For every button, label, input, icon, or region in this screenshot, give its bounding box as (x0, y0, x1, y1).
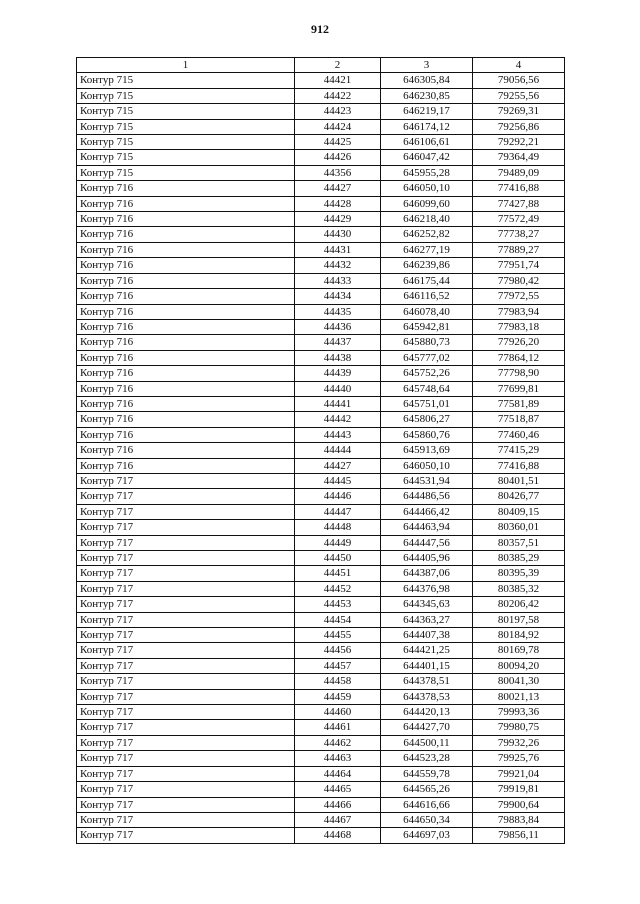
point-number-cell: 44444 (295, 443, 381, 458)
table-row (77, 705, 565, 720)
y-coordinate-cell: 79900,64 (473, 797, 565, 812)
x-coordinate-cell: 645752,26 (381, 366, 473, 381)
y-coordinate-cell: 79292,21 (473, 135, 565, 150)
y-coordinate-cell: 77572,49 (473, 212, 565, 227)
point-number-cell: 44450 (295, 551, 381, 566)
contour-name-cell: Контур 716 (77, 319, 295, 334)
x-coordinate-cell: 646239,86 (381, 258, 473, 273)
contour-name-cell: Контур 717 (77, 551, 295, 566)
table-row (77, 674, 565, 689)
y-coordinate-cell: 80357,51 (473, 535, 565, 550)
x-coordinate-cell: 644466,42 (381, 504, 473, 519)
point-number-cell: 44451 (295, 566, 381, 581)
y-coordinate-cell: 79856,11 (473, 828, 565, 843)
y-coordinate-cell: 80426,77 (473, 489, 565, 504)
table-row (77, 196, 565, 211)
table-row (77, 165, 565, 180)
table-row (77, 628, 565, 643)
x-coordinate-cell: 644387,06 (381, 566, 473, 581)
y-coordinate-cell: 77518,87 (473, 412, 565, 427)
table-row (77, 828, 565, 843)
x-coordinate-cell: 645942,81 (381, 319, 473, 334)
x-coordinate-cell: 644697,03 (381, 828, 473, 843)
table-row (77, 73, 565, 88)
point-number-cell: 44421 (295, 73, 381, 88)
x-coordinate-cell: 644363,27 (381, 612, 473, 627)
table-row (77, 473, 565, 488)
x-coordinate-cell: 646047,42 (381, 150, 473, 165)
y-coordinate-cell: 77416,88 (473, 181, 565, 196)
point-number-cell: 44468 (295, 828, 381, 843)
y-coordinate-cell: 79980,75 (473, 720, 565, 735)
point-number-cell: 44429 (295, 212, 381, 227)
point-number-cell: 44460 (295, 705, 381, 720)
y-coordinate-cell: 79883,84 (473, 812, 565, 827)
point-number-cell: 44456 (295, 643, 381, 658)
x-coordinate-cell: 645777,02 (381, 350, 473, 365)
table-body (77, 73, 565, 843)
point-number-cell: 44442 (295, 412, 381, 427)
y-coordinate-cell: 79932,26 (473, 735, 565, 750)
page-number: 912 (311, 22, 329, 36)
contour-name-cell: Контур 717 (77, 658, 295, 673)
table-row (77, 273, 565, 288)
y-coordinate-cell: 80206,42 (473, 597, 565, 612)
x-coordinate-cell: 646116,52 (381, 289, 473, 304)
table-row (77, 366, 565, 381)
table-row (77, 720, 565, 735)
contour-name-cell: Контур 715 (77, 119, 295, 134)
contour-name-cell: Контур 716 (77, 366, 295, 381)
y-coordinate-cell: 77427,88 (473, 196, 565, 211)
point-number-cell: 44434 (295, 289, 381, 304)
contour-name-cell: Контур 716 (77, 427, 295, 442)
contour-name-cell: Контур 716 (77, 396, 295, 411)
y-coordinate-cell: 77951,74 (473, 258, 565, 273)
coordinates-table (76, 57, 565, 844)
point-number-cell: 44446 (295, 489, 381, 504)
contour-name-cell: Контур 717 (77, 782, 295, 797)
y-coordinate-cell: 80041,30 (473, 674, 565, 689)
contour-name-cell: Контур 716 (77, 381, 295, 396)
x-coordinate-cell: 645860,76 (381, 427, 473, 442)
y-coordinate-cell: 77983,18 (473, 319, 565, 334)
y-coordinate-cell: 80094,20 (473, 658, 565, 673)
contour-name-cell: Контур 717 (77, 705, 295, 720)
contour-name-cell: Контур 716 (77, 304, 295, 319)
x-coordinate-cell: 644378,53 (381, 689, 473, 704)
contour-name-cell: Контур 717 (77, 735, 295, 750)
point-number-cell: 44459 (295, 689, 381, 704)
y-coordinate-cell: 77864,12 (473, 350, 565, 365)
point-number-cell: 44441 (295, 396, 381, 411)
x-coordinate-cell: 644616,66 (381, 797, 473, 812)
x-coordinate-cell: 646078,40 (381, 304, 473, 319)
table-row (77, 597, 565, 612)
contour-name-cell: Контур 716 (77, 258, 295, 273)
table-row (77, 396, 565, 411)
point-number-cell: 44458 (295, 674, 381, 689)
x-coordinate-cell: 644500,11 (381, 735, 473, 750)
x-coordinate-cell: 646218,40 (381, 212, 473, 227)
point-number-cell: 44437 (295, 335, 381, 350)
point-number-cell: 44435 (295, 304, 381, 319)
table-row (77, 381, 565, 396)
contour-name-cell: Контур 716 (77, 350, 295, 365)
y-coordinate-cell: 80385,29 (473, 551, 565, 566)
table-row (77, 504, 565, 519)
table-row (77, 335, 565, 350)
x-coordinate-cell: 644650,34 (381, 812, 473, 827)
column-header: 4 (473, 58, 565, 73)
point-number-cell: 44430 (295, 227, 381, 242)
contour-name-cell: Контур 717 (77, 766, 295, 781)
x-coordinate-cell: 645751,01 (381, 396, 473, 411)
y-coordinate-cell: 79921,04 (473, 766, 565, 781)
table-header-row (77, 58, 565, 73)
table-row (77, 643, 565, 658)
y-coordinate-cell: 80395,39 (473, 566, 565, 581)
table-row (77, 212, 565, 227)
contour-name-cell: Контур 715 (77, 88, 295, 103)
y-coordinate-cell: 79993,36 (473, 705, 565, 720)
x-coordinate-cell: 645748,64 (381, 381, 473, 396)
table-row (77, 812, 565, 827)
table-row (77, 658, 565, 673)
point-number-cell: 44423 (295, 104, 381, 119)
table-row (77, 735, 565, 750)
x-coordinate-cell: 646174,12 (381, 119, 473, 134)
contour-name-cell: Контур 716 (77, 227, 295, 242)
x-coordinate-cell: 644447,56 (381, 535, 473, 550)
y-coordinate-cell: 77581,89 (473, 396, 565, 411)
table-row (77, 443, 565, 458)
y-coordinate-cell: 77460,46 (473, 427, 565, 442)
table-row (77, 119, 565, 134)
point-number-cell: 44433 (295, 273, 381, 288)
contour-name-cell: Контур 716 (77, 458, 295, 473)
column-header: 3 (381, 58, 473, 73)
point-number-cell: 44438 (295, 350, 381, 365)
x-coordinate-cell: 644405,96 (381, 551, 473, 566)
x-coordinate-cell: 644407,38 (381, 628, 473, 643)
column-header: 1 (77, 58, 295, 73)
point-number-cell: 44464 (295, 766, 381, 781)
x-coordinate-cell: 646305,84 (381, 73, 473, 88)
contour-name-cell: Контур 717 (77, 597, 295, 612)
point-number-cell: 44448 (295, 520, 381, 535)
point-number-cell: 44427 (295, 181, 381, 196)
contour-name-cell: Контур 715 (77, 73, 295, 88)
contour-name-cell: Контур 717 (77, 797, 295, 812)
point-number-cell: 44432 (295, 258, 381, 273)
y-coordinate-cell: 79056,56 (473, 73, 565, 88)
y-coordinate-cell: 79919,81 (473, 782, 565, 797)
contour-name-cell: Контур 716 (77, 289, 295, 304)
y-coordinate-cell: 80021,13 (473, 689, 565, 704)
point-number-cell: 44424 (295, 119, 381, 134)
x-coordinate-cell: 644427,70 (381, 720, 473, 735)
table-row (77, 489, 565, 504)
point-number-cell: 44449 (295, 535, 381, 550)
point-number-cell: 44463 (295, 751, 381, 766)
contour-name-cell: Контур 717 (77, 535, 295, 550)
table-row (77, 689, 565, 704)
point-number-cell: 44455 (295, 628, 381, 643)
table-row (77, 566, 565, 581)
x-coordinate-cell: 644463,94 (381, 520, 473, 535)
point-number-cell: 44431 (295, 242, 381, 257)
y-coordinate-cell: 79255,56 (473, 88, 565, 103)
x-coordinate-cell: 644378,51 (381, 674, 473, 689)
contour-name-cell: Контур 717 (77, 504, 295, 519)
table-row (77, 427, 565, 442)
table-row (77, 150, 565, 165)
table-row (77, 319, 565, 334)
point-number-cell: 44428 (295, 196, 381, 211)
contour-name-cell: Контур 716 (77, 212, 295, 227)
table-row (77, 751, 565, 766)
y-coordinate-cell: 80401,51 (473, 473, 565, 488)
contour-name-cell: Контур 717 (77, 473, 295, 488)
table-row (77, 258, 565, 273)
point-number-cell: 44425 (295, 135, 381, 150)
contour-name-cell: Контур 716 (77, 196, 295, 211)
point-number-cell: 44462 (295, 735, 381, 750)
table-row (77, 535, 565, 550)
y-coordinate-cell: 80184,92 (473, 628, 565, 643)
contour-name-cell: Контур 717 (77, 828, 295, 843)
table-row (77, 458, 565, 473)
point-number-cell: 44422 (295, 88, 381, 103)
contour-name-cell: Контур 717 (77, 489, 295, 504)
x-coordinate-cell: 645880,73 (381, 335, 473, 350)
x-coordinate-cell: 644421,25 (381, 643, 473, 658)
y-coordinate-cell: 77889,27 (473, 242, 565, 257)
contour-name-cell: Контур 715 (77, 165, 295, 180)
x-coordinate-cell: 645806,27 (381, 412, 473, 427)
point-number-cell: 44457 (295, 658, 381, 673)
contour-name-cell: Контур 715 (77, 150, 295, 165)
y-coordinate-cell: 79256,86 (473, 119, 565, 134)
y-coordinate-cell: 77415,29 (473, 443, 565, 458)
table-row (77, 350, 565, 365)
contour-name-cell: Контур 715 (77, 104, 295, 119)
contour-name-cell: Контур 716 (77, 335, 295, 350)
table-row (77, 88, 565, 103)
point-number-cell: 44452 (295, 581, 381, 596)
x-coordinate-cell: 646230,85 (381, 88, 473, 103)
x-coordinate-cell: 645955,28 (381, 165, 473, 180)
x-coordinate-cell: 644523,28 (381, 751, 473, 766)
table-row (77, 227, 565, 242)
table-row (77, 581, 565, 596)
point-number-cell: 44436 (295, 319, 381, 334)
contour-name-cell: Контур 716 (77, 443, 295, 458)
x-coordinate-cell: 644401,15 (381, 658, 473, 673)
x-coordinate-cell: 646219,17 (381, 104, 473, 119)
contour-name-cell: Контур 716 (77, 242, 295, 257)
contour-name-cell: Контур 717 (77, 581, 295, 596)
point-number-cell: 44461 (295, 720, 381, 735)
y-coordinate-cell: 80197,58 (473, 612, 565, 627)
contour-name-cell: Контур 717 (77, 628, 295, 643)
y-coordinate-cell: 80360,01 (473, 520, 565, 535)
point-number-cell: 44467 (295, 812, 381, 827)
point-number-cell: 44440 (295, 381, 381, 396)
contour-name-cell: Контур 716 (77, 412, 295, 427)
table-row (77, 304, 565, 319)
contour-name-cell: Контур 717 (77, 812, 295, 827)
y-coordinate-cell: 80409,15 (473, 504, 565, 519)
table-row (77, 797, 565, 812)
contour-name-cell: Контур 716 (77, 273, 295, 288)
y-coordinate-cell: 77416,88 (473, 458, 565, 473)
point-number-cell: 44426 (295, 150, 381, 165)
y-coordinate-cell: 77699,81 (473, 381, 565, 396)
point-number-cell: 44465 (295, 782, 381, 797)
x-coordinate-cell: 646050,10 (381, 458, 473, 473)
table-row (77, 289, 565, 304)
table-row (77, 242, 565, 257)
table-row (77, 412, 565, 427)
table-row (77, 766, 565, 781)
y-coordinate-cell: 79364,49 (473, 150, 565, 165)
x-coordinate-cell: 646050,10 (381, 181, 473, 196)
y-coordinate-cell: 77972,55 (473, 289, 565, 304)
y-coordinate-cell: 77983,94 (473, 304, 565, 319)
x-coordinate-cell: 644565,26 (381, 782, 473, 797)
x-coordinate-cell: 644559,78 (381, 766, 473, 781)
point-number-cell: 44453 (295, 597, 381, 612)
point-number-cell: 44439 (295, 366, 381, 381)
contour-name-cell: Контур 717 (77, 720, 295, 735)
x-coordinate-cell: 646277,19 (381, 242, 473, 257)
point-number-cell: 44427 (295, 458, 381, 473)
table-row (77, 135, 565, 150)
contour-name-cell: Контур 717 (77, 674, 295, 689)
x-coordinate-cell: 644531,94 (381, 473, 473, 488)
y-coordinate-cell: 77980,42 (473, 273, 565, 288)
table-row (77, 551, 565, 566)
y-coordinate-cell: 79925,76 (473, 751, 565, 766)
x-coordinate-cell: 646106,61 (381, 135, 473, 150)
contour-name-cell: Контур 717 (77, 643, 295, 658)
x-coordinate-cell: 644345,63 (381, 597, 473, 612)
contour-name-cell: Контур 717 (77, 751, 295, 766)
point-number-cell: 44447 (295, 504, 381, 519)
point-number-cell: 44445 (295, 473, 381, 488)
y-coordinate-cell: 80169,78 (473, 643, 565, 658)
x-coordinate-cell: 644376,98 (381, 581, 473, 596)
y-coordinate-cell: 80385,32 (473, 581, 565, 596)
point-number-cell: 44356 (295, 165, 381, 180)
y-coordinate-cell: 77926,20 (473, 335, 565, 350)
table-row (77, 520, 565, 535)
point-number-cell: 44454 (295, 612, 381, 627)
x-coordinate-cell: 644420,13 (381, 705, 473, 720)
table-row (77, 612, 565, 627)
y-coordinate-cell: 79269,31 (473, 104, 565, 119)
y-coordinate-cell: 77798,90 (473, 366, 565, 381)
contour-name-cell: Контур 717 (77, 520, 295, 535)
contour-name-cell: Контур 717 (77, 689, 295, 704)
y-coordinate-cell: 77738,27 (473, 227, 565, 242)
table-row (77, 782, 565, 797)
x-coordinate-cell: 646175,44 (381, 273, 473, 288)
x-coordinate-cell: 646252,82 (381, 227, 473, 242)
x-coordinate-cell: 646099,60 (381, 196, 473, 211)
contour-name-cell: Контур 717 (77, 566, 295, 581)
table-row (77, 181, 565, 196)
contour-name-cell: Контур 715 (77, 135, 295, 150)
x-coordinate-cell: 645913,69 (381, 443, 473, 458)
point-number-cell: 44443 (295, 427, 381, 442)
x-coordinate-cell: 644486,56 (381, 489, 473, 504)
contour-name-cell: Контур 716 (77, 181, 295, 196)
point-number-cell: 44466 (295, 797, 381, 812)
contour-name-cell: Контур 717 (77, 612, 295, 627)
y-coordinate-cell: 79489,09 (473, 165, 565, 180)
column-header: 2 (295, 58, 381, 73)
table-row (77, 104, 565, 119)
